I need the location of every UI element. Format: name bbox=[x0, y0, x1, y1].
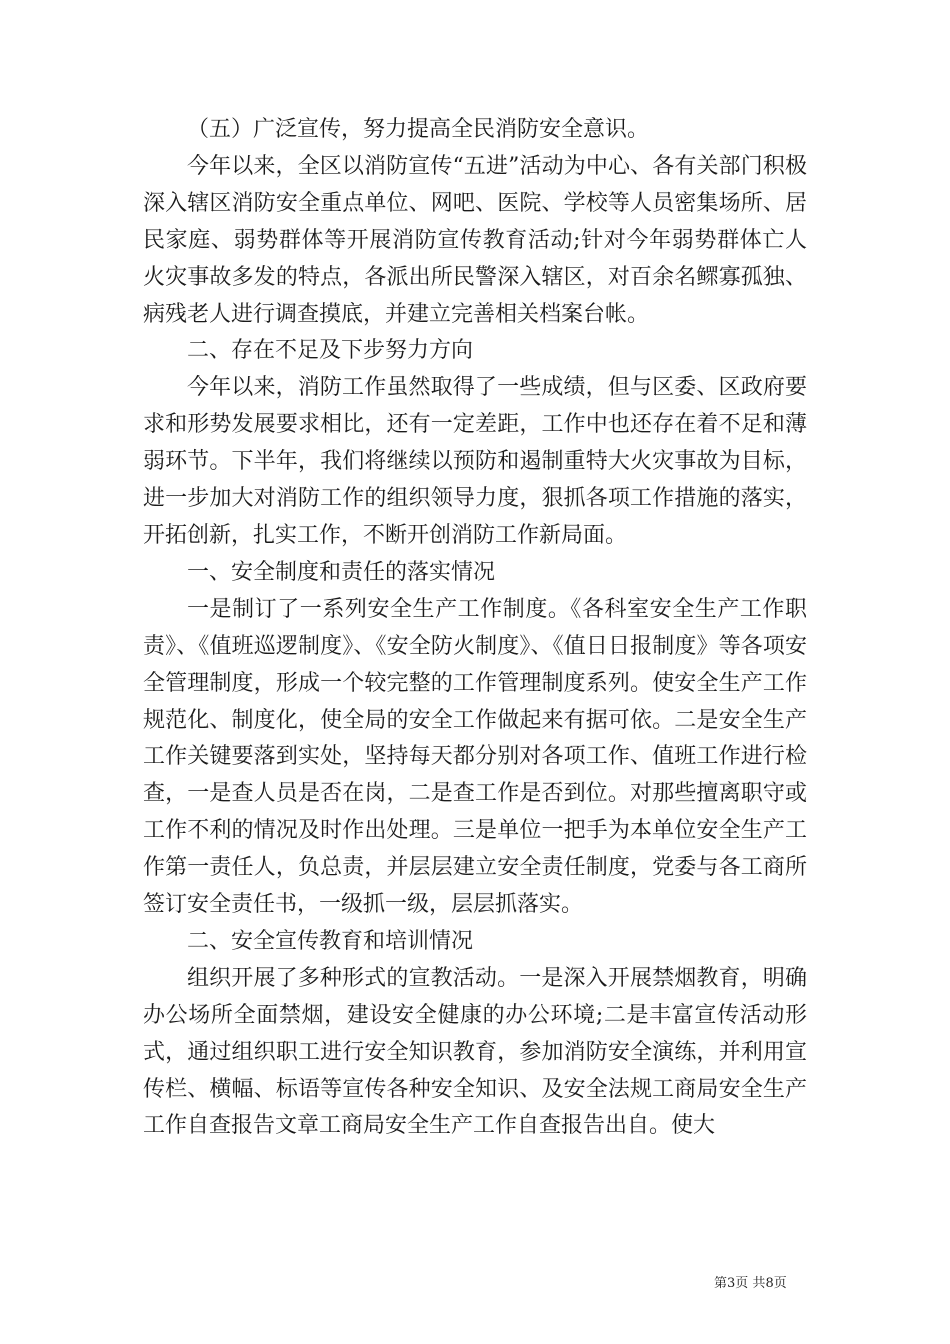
total-page-number: 8 bbox=[765, 1276, 774, 1291]
paragraph-shortcomings: 今年以来，消防工作虽然取得了一些成绩，但与区委、区政府要求和形势发展要求相比，还有一定差距，工作中也还存在着不足和薄弱环节。下半年，我们将继续以预防和遏制重特大火灾事故为目标，进一步加大对消防工作的组织领导力度，狠抓各项工作措施的落实，开拓创新，扎实工作，不断开创消防工作新局面。 bbox=[143, 375, 807, 548]
footer-suffix: 页 bbox=[773, 1276, 787, 1291]
section-heading-publicity: （五）广泛宣传，努力提高全民消防安全意识。 bbox=[187, 117, 650, 142]
current-page-number: 3 bbox=[727, 1276, 736, 1291]
paragraph-publicity-activities: 今年以来，全区以消防宣传“五进”活动为中心、各有关部门积极深入辖区消防安全重点单位、网吧、医院、学校等人员密集场所、居民家庭、弱势群体等开展消防宣传教育活动;针对今年弱势群体亡人火灾事故多发的特点，各派出所民警深入辖区，对百余名鳏寡孤独、病残老人进行调查摸底，并建立完善相关档案台帐。 bbox=[143, 153, 807, 327]
footer-prefix: 第 bbox=[714, 1276, 728, 1291]
paragraph-safety-education: 组织开展了多种形式的宣教活动。一是深入开展禁烟教育，明确办公场所全面禁烟，建设安全健康的办公环境;二是丰富宣传活动形式，通过组织职工进行安全知识教育，参加消防安全演练，并利用宣传栏、横幅、标语等宣传各种安全知识、及安全法规工商局安全生产工作自查报告文章工商局安全生产工作自查报告出自。使大 bbox=[143, 965, 807, 1139]
section-heading-shortcomings: 二、存在不足及下步努力方向 bbox=[187, 338, 474, 364]
section-heading-safety-system: 一、安全制度和责任的落实情况 bbox=[187, 559, 496, 585]
footer-middle: 页 共 bbox=[735, 1276, 766, 1291]
section-heading-safety-education: 二、安全宣传教育和培训情况 bbox=[187, 928, 474, 954]
page-number-footer bbox=[714, 1276, 814, 1292]
document-body bbox=[143, 112, 807, 1145]
paragraph-safety-system: 一是制订了一系列安全生产工作制度。《各科室安全生产工作职责》、《值班巡逻制度》、《安全防火制度》、《值日日报制度》等各项安全管理制度，形成一个较完整的工作管理制度系列。使安全生产工作规范化、制度化，使全局的安全工作做起来有据可依。二是安全生产工作关键要落到实处，坚持每天都分别对各项工作、值班工作进行检查，一是查人员是否在岗，二是查工作是否到位。对那些擅离职守或工作不利的情况及时作出处理。三是单位一把手为本单位安全生产工作第一责任人，负总责，并层层建立安全责任制度，党委与各工商所签订安全责任书，一级抓一级，层层抓落实。 bbox=[143, 596, 807, 918]
